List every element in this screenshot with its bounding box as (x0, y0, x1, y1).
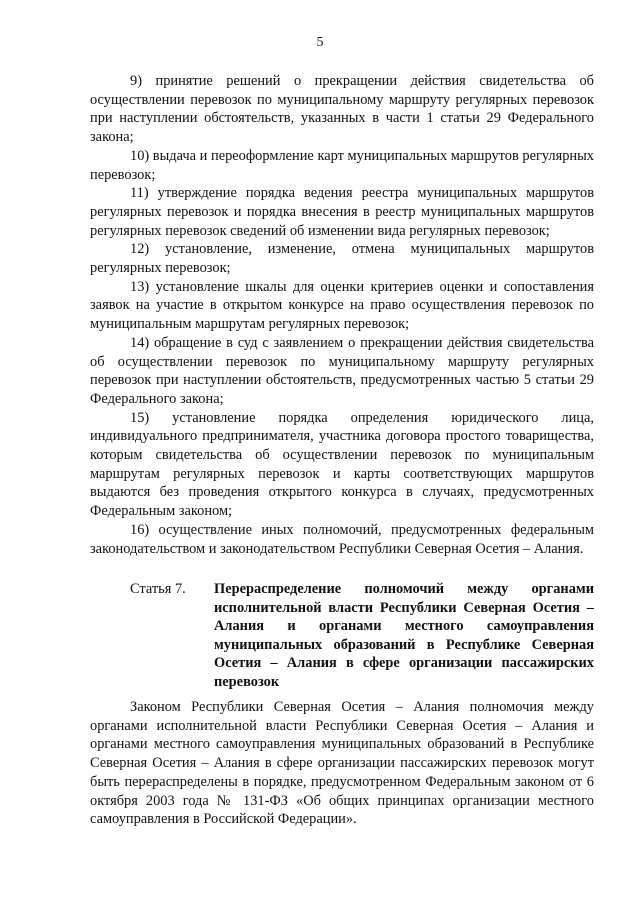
list-item: 13) установление шкалы для оценки критериев оценки и сопоставления заявок на участие в открытом конкурсе на право осуществления перевозок по муниципальным маршрутам регулярных перевозок; (90, 278, 594, 333)
list-item: 10) выдача и переоформление карт муниципальных маршрутов регулярных перевозок; (90, 147, 594, 183)
article-title: Перераспределение полномочий между органами исполнительной власти Республики Северная Осетия – Алания и органами местного самоуправления муниципальных образований в Республике Северная Осетия – Алания в сфере организации пассажирских перевозок (214, 581, 594, 690)
list-item: 16) осуществление иных полномочий, предусмотренных федеральным законодательством и законодательством Республики Северная Осетия – Алания. (90, 521, 594, 557)
list-item: 9) принятие решений о прекращении действия свидетельства об осуществлении перевозок по муниципальному маршруту регулярных перевозок при наступлении обстоятельств, указанных в части 1 статьи 29 Федерального закона; (90, 73, 594, 146)
article-number: Статья 7. (130, 581, 186, 597)
list-item: 12) установление, изменение, отмена муниципальных маршрутов регулярных перевозок; (90, 241, 594, 277)
article-body (90, 698, 594, 829)
list-item: 14) обращение в суд с заявлением о прекращении действия свидетельства об осуществлении перевозок по муниципальному маршруту регулярных перевозок при наступлении обстоятельств, предусмотренных частью 5 статьи 29 Федерального закона; (90, 334, 594, 407)
list-item: 15) установление порядка определения юридического лица, индивидуального предпринимателя, участника договора простого товарищества, которым свидетельства об осуществлении перевозок по муниципальным маршрутам регулярных перевозок и карты соответствующих маршрутов выдаются без проведения открытого конкурса в случаях, предусмотренных Федеральным законом; (90, 409, 594, 520)
powers-list (90, 72, 594, 558)
article-paragraph: Законом Республики Северная Осетия – Алания полномочия между органами исполнительной власти Республики Северная Осетия – Алания и органами местного самоуправления муниципальных образований в Республике Северная Осетия – Алания в сфере организации пассажирских перевозок могут быть перераспределены в порядке, предусмотренном Федеральным законом от 6 октября 2003 года № 131-ФЗ «Об общих принципах организации местного самоуправления в Российской Федерации». (90, 699, 594, 828)
page-number: 5 (316, 35, 324, 50)
list-item: 11) утверждение порядка ведения реестра муниципальных маршрутов регулярных перевозок и порядка внесения в реестр муниципальных маршрутов регулярных перевозок сведений об изменении вида регулярных перевозок; (90, 185, 594, 239)
